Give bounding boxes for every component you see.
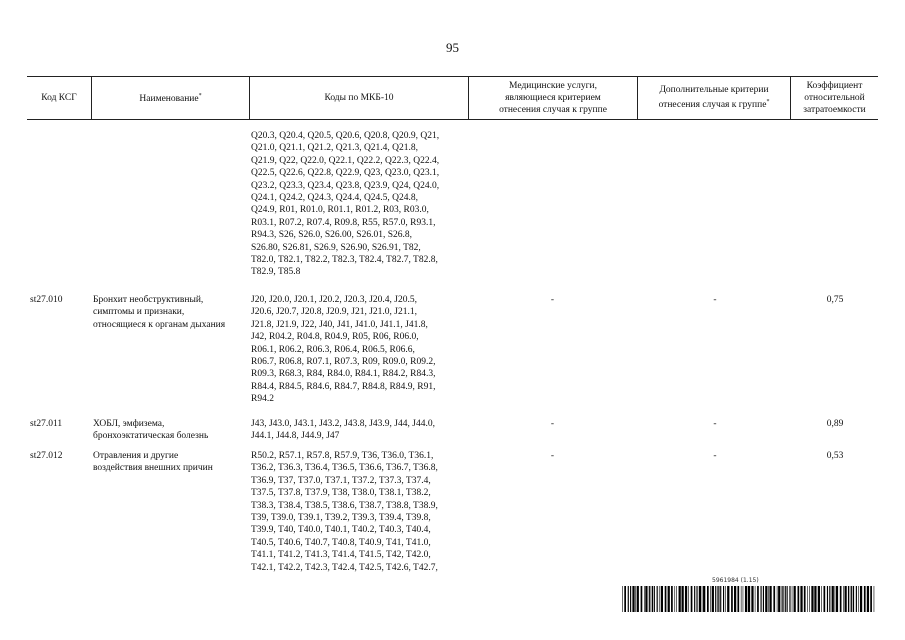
mkb-codes-line: J42, R04.2, R04.8, R04.9, R05, R06, R06.0, [251,332,419,343]
mkb-codes-line: R09.3, R68.3, R84, R84.0, R84.1, R84.2, R84.3, [251,369,436,380]
mkb-codes-line: R06.7, R06.8, R07.1, R07.3, R09, R09.0, R09.2, [251,357,436,368]
mkb-codes-line: Q24.1, Q24.2, Q24.3, Q24.4, Q24.5, Q24.8, [251,193,419,204]
header-kod-ksg: Код КСГ [41,92,77,103]
document-id: 5961984 (1.15) [712,577,759,584]
mkb-codes-line: R94.2 [251,394,274,405]
mkb-codes-line: R03.1, R07.2, R07.4, R09.8, R55, R57.0, R93.1, [251,217,436,228]
barcode-icon [622,586,876,612]
header-koefficient: Коэффициент относительной затратоемкости [803,80,866,115]
ksg-name-line: симптомы и признаки, [93,307,185,318]
ksg-name-line: относящиеся к органам дыхания [93,319,226,330]
dop-kriterii-value: - [713,419,717,429]
mkb-codes-line: T38.3, T38.4, T38.5, T38.6, T38.7, T38.8, T38.9, [251,500,438,511]
dop-kriterii-value: - [713,295,717,305]
mkb-codes-line: T39.9, T40, T40.0, T40.1, T40.2, T40.3, T40.4, [251,525,431,536]
ksg-name-line: Отравления и другие [93,451,179,461]
mkb-codes-line: Q23.2, Q23.3, Q23.4, Q23.8, Q23.9, Q24, Q24.0, [251,180,440,191]
ksg-name-line: воздействия внешних причин [93,463,213,474]
mkb-codes-line: S26.80, S26.81, S26.9, S26.90, S26.91, T82, [251,242,421,253]
mkb-codes-line: R06.1, R06.2, R06.3, R06.4, R06.5, R06.6, [251,344,415,355]
mkb-codes-line: T39, T39.0, T39.1, T39.2, T39.3, T39.4, T39.8, [251,513,431,524]
header-med-uslugi: Медицинские услуги, являющиеся критерием отнесения случая к группе [499,80,607,115]
mkb-codes-line: Q20.3, Q20.4, Q20.5, Q20.6, Q20.8, Q20.9, Q21, [251,131,440,141]
med-uslugi-value: - [550,451,555,461]
ksg-code: st27.010 [30,295,63,305]
ksg-name-line: бронхоэктатическая болезнь [93,431,209,442]
mkb-codes-line: J20.6, J20.7, J20.8, J20.9, J21, J21.0, J21.1, [251,307,418,318]
mkb-codes [251,294,467,406]
koefficient-value: 0,75 [826,295,844,305]
page-number: 95 [446,40,459,55]
header-naimenovanie: Наименование* [139,92,202,105]
mkb-codes-line: Q22.5, Q22.6, Q22.8, Q22.9, Q23, Q23.0, Q23.1, [251,168,440,179]
mkb-codes-line: R94.3, S26, S26.0, S26.00, S26.01, S26.8, [251,230,413,241]
mkb-codes [251,450,467,574]
mkb-codes-line: T36.2, T36.3, T36.4, T36.5, T36.6, T36.7, T36.8, [251,463,438,474]
mkb-codes-line: T37.5, T37.8, T37.9, T38, T38.0, T38.1, T38.2, [251,488,431,499]
mkb-codes [251,130,467,279]
mkb-codes-line: J20, J20.0, J20.1, J20.2, J20.3, J20.4, J20.5, [251,295,418,305]
ksg-name-line: Бронхит необструктивный, [93,295,204,305]
mkb-codes-line: J21.8, J21.9, J22, J40, J41, J41.0, J41.1, J41.8, [251,319,428,330]
mkb-codes-line: J43, J43.0, J43.1, J43.2, J43.8, J43.9, J44, J44.0, [251,419,435,429]
ksg-code: st27.012 [30,451,63,461]
ksg-code: st27.011 [30,419,63,429]
koefficient-value: 0,89 [826,419,844,429]
med-uslugi-value: - [550,295,555,305]
dop-kriterii-value: - [713,451,717,461]
mkb-codes-line: T42.1, T42.2, T42.3, T42.4, T42.5, T42.6, T42.7, [251,562,438,573]
koefficient-value: 0,53 [826,451,844,461]
mkb-codes-line: Q21.0, Q21.1, Q21.2, Q21.3, Q21.4, Q21.8, [251,143,419,154]
table-header-rule [27,119,878,120]
ksg-name [93,450,249,475]
ksg-name [93,294,249,331]
ksg-name [93,418,249,443]
mkb-codes-line: R84.4, R84.5, R84.6, R84.7, R84.8, R84.9, R91, [251,381,436,392]
mkb-codes-line: Q24.9, R01, R01.0, R01.1, R01.2, R03, R03.0, [251,205,429,216]
header-dop-kriterii: Дополнительные критерии отнесения случая к группе* [658,84,770,111]
mkb-codes-line: T82.9, T85.8 [251,267,301,278]
mkb-codes-line: T41.1, T41.2, T41.3, T41.4, T41.5, T42, T42.0, [251,550,431,561]
mkb-codes-line: Q21.9, Q22, Q22.0, Q22.1, Q22.2, Q22.3, Q22.4, [251,155,440,166]
mkb-codes-line: R50.2, R57.1, R57.8, R57.9, T36, T36.0, T36.1, [251,451,434,461]
header-kody-mkb: Коды по МКБ-10 [324,92,394,103]
med-uslugi-value: - [550,419,555,429]
mkb-codes-line: T40.5, T40.6, T40.7, T40.8, T40.9, T41, T41.0, [251,537,431,548]
mkb-codes-line: J44.1, J44.8, J44.9, J47 [251,431,340,442]
ksg-name-line: ХОБЛ, эмфизема, [93,419,165,429]
mkb-codes [251,418,467,443]
mkb-codes-line: T82.0, T82.1, T82.2, T82.3, T82.4, T82.7, T82.8, [251,255,438,266]
mkb-codes-line: T36.9, T37, T37.0, T37.1, T37.2, T37.3, T37.4, [251,475,431,486]
